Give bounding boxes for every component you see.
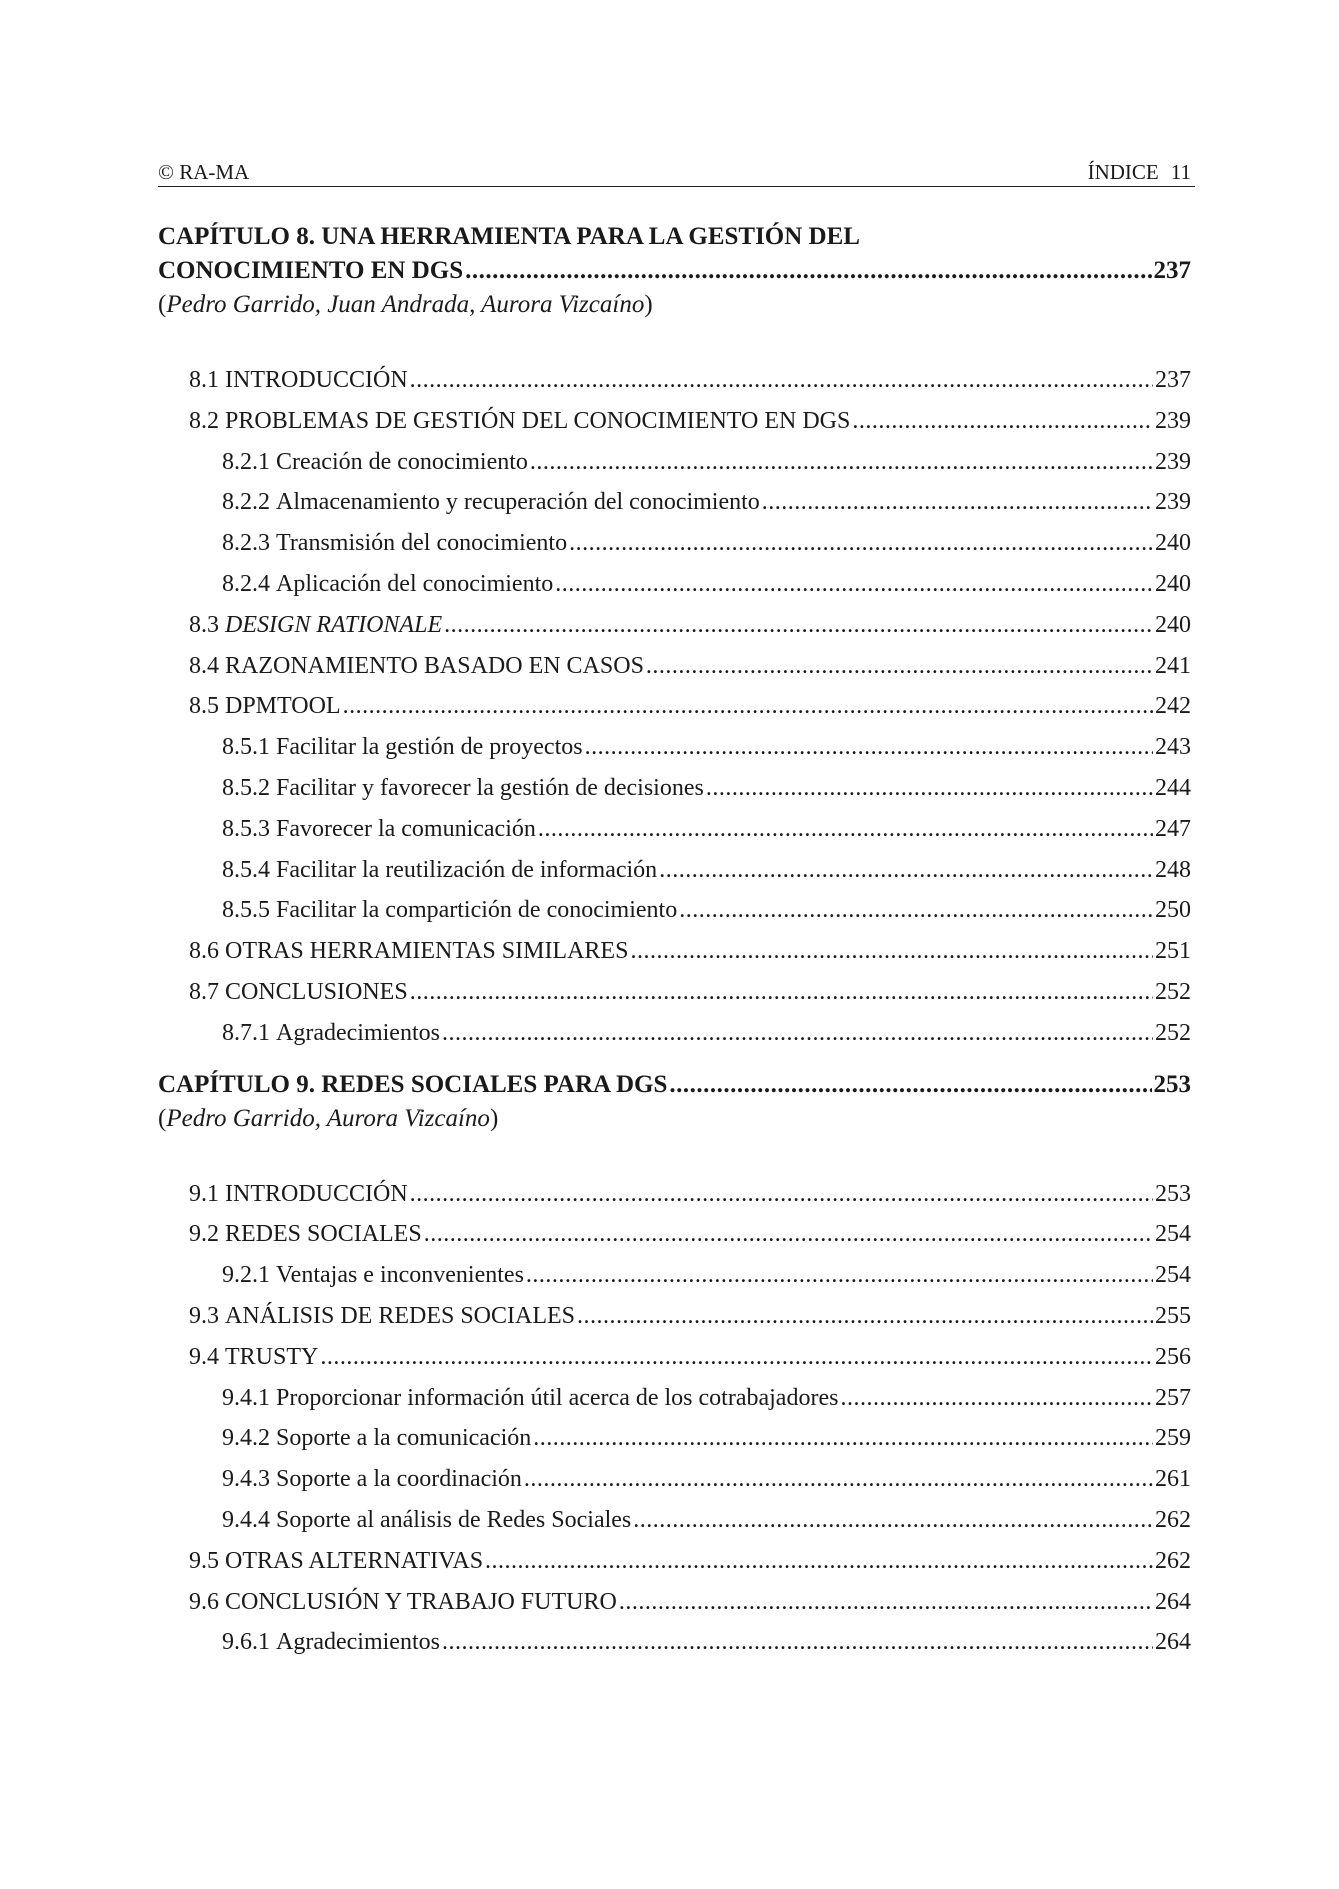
toc-section-entry[interactable] (158, 360, 1191, 401)
chapter-9-block (158, 1068, 1191, 1664)
entry-title: Favorecer la comunicación (276, 815, 536, 842)
entry-number: 9.1 (189, 1180, 219, 1207)
authors-open-paren: ( (158, 291, 167, 318)
entry-page: 253 (1155, 1180, 1191, 1207)
toc-subsection-entry[interactable] (158, 1255, 1191, 1296)
entry-number: 9.4.1 (222, 1384, 270, 1411)
entry-title: INTRODUCCIÓN (225, 1180, 408, 1207)
dot-leader (619, 1582, 1153, 1623)
dot-leader (343, 686, 1153, 727)
entry-title: DESIGN RATIONALE (225, 611, 443, 638)
entry-number: 8.4 (189, 652, 219, 679)
authors-open-paren: ( (158, 1104, 167, 1132)
chapter-entries (158, 360, 1191, 1054)
entry-page: 240 (1155, 530, 1191, 557)
entry-title: Facilitar la gestión de proyectos (276, 734, 583, 761)
entry-page: 239 (1155, 448, 1191, 475)
entry-title: Aplicación del conocimiento (276, 570, 554, 597)
toc-section-entry[interactable] (158, 1296, 1191, 1337)
entry-page: 255 (1155, 1302, 1191, 1329)
chapter-heading[interactable] (158, 220, 1191, 288)
dot-leader (524, 1459, 1153, 1500)
chapter-title-line1: CAPÍTULO 8. UNA HERRAMIENTA PARA LA GESTIÓN DEL (158, 223, 860, 250)
entry-number: 8.5.5 (222, 897, 270, 924)
entry-number: 9.6.1 (222, 1629, 270, 1656)
dot-leader (410, 1174, 1153, 1215)
toc-subsection-entry[interactable] (158, 890, 1191, 931)
toc-section-entry[interactable] (158, 972, 1191, 1013)
entry-page: 261 (1155, 1466, 1191, 1493)
entry-page: 240 (1155, 611, 1191, 638)
dot-leader (646, 646, 1153, 687)
dot-leader (442, 1013, 1153, 1054)
entry-page: 254 (1155, 1262, 1191, 1289)
dot-leader (630, 931, 1153, 972)
entry-number: 8.2.2 (222, 489, 270, 516)
dot-leader (679, 890, 1153, 931)
dot-leader (669, 1068, 1151, 1102)
entry-page: 264 (1155, 1629, 1191, 1656)
dot-leader (485, 1541, 1153, 1582)
entry-number: 9.4.3 (222, 1466, 270, 1493)
section-title: ÍNDICE (1087, 160, 1159, 184)
entry-page: 256 (1155, 1343, 1191, 1370)
entry-number: 9.2.1 (222, 1262, 270, 1289)
entry-page: 239 (1155, 489, 1191, 516)
entry-number: 8.3 (189, 611, 219, 638)
dot-leader (762, 482, 1153, 523)
toc-section-entry[interactable] (158, 1174, 1191, 1215)
authors-names: Pedro Garrido, Aurora Vizcaíno (166, 1104, 490, 1132)
entry-page: 240 (1155, 570, 1191, 597)
entry-number: 8.6 (189, 938, 219, 965)
entry-title: Soporte a la coordinación (276, 1466, 522, 1493)
entry-page: 243 (1155, 734, 1191, 761)
dot-leader (840, 1378, 1153, 1419)
entry-page: 241 (1155, 652, 1191, 679)
entry-page: 252 (1155, 978, 1191, 1005)
dot-leader (538, 809, 1153, 850)
toc-subsection-entry[interactable] (158, 809, 1191, 850)
toc-section-entry[interactable] (158, 1337, 1191, 1378)
chapter-page: 237 (1153, 257, 1191, 284)
dot-leader (555, 564, 1153, 605)
entry-page: 237 (1155, 367, 1191, 393)
toc-subsection-entry[interactable] (158, 1378, 1191, 1419)
toc-subsection-entry[interactable] (158, 564, 1191, 605)
entry-number: 8.2.1 (222, 448, 270, 475)
dot-leader (633, 1500, 1153, 1541)
entry-title: OTRAS HERRAMIENTAS SIMILARES (225, 938, 629, 965)
chapter-page: 253 (1153, 1070, 1191, 1098)
entry-number: 8.5.1 (222, 734, 270, 761)
chapter-title-row (158, 1068, 1191, 1102)
toc-subsection-entry[interactable] (158, 482, 1191, 523)
entry-number: 9.2 (189, 1221, 219, 1248)
entry-page: 257 (1155, 1384, 1191, 1411)
entry-title: ANÁLISIS DE REDES SOCIALES (225, 1302, 576, 1329)
chapter-authors (158, 288, 1191, 322)
dot-leader (410, 972, 1153, 1013)
toc-subsection-entry[interactable] (158, 1622, 1191, 1663)
entry-title: Agradecimientos (276, 1019, 440, 1046)
running-head (158, 158, 1195, 187)
chapter-heading[interactable] (158, 1068, 1191, 1102)
entry-title: Proporcionar información útil acerca de los cotrabajadores (276, 1384, 839, 1411)
toc-section-entry[interactable] (158, 1582, 1191, 1623)
entry-page: 262 (1155, 1506, 1191, 1533)
entry-page: 239 (1155, 407, 1191, 434)
entry-number: 8.5.2 (222, 774, 270, 801)
toc-subsection-entry[interactable] (158, 727, 1191, 768)
entry-number: 8.1 (189, 367, 219, 393)
entry-number: 8.2 (189, 407, 219, 434)
toc-section-entry[interactable] (158, 605, 1191, 646)
toc-subsection-entry[interactable] (158, 523, 1191, 564)
entry-title: Facilitar la compartición de conocimiento (276, 897, 678, 924)
entry-title: REDES SOCIALES (225, 1221, 422, 1248)
toc-section-entry[interactable] (158, 931, 1191, 972)
entry-title: TRUSTY (225, 1343, 319, 1370)
entry-title: CONCLUSIONES (225, 978, 408, 1005)
entry-title: Facilitar la reutilización de información (276, 856, 658, 883)
entry-number: 9.4.2 (222, 1425, 270, 1452)
entry-page: 264 (1155, 1588, 1191, 1615)
entry-page: 250 (1155, 897, 1191, 924)
entry-title: Creación de conocimiento (276, 448, 528, 475)
section-and-page (1088, 160, 1191, 185)
entry-title: CONCLUSIÓN Y TRABAJO FUTURO (225, 1588, 617, 1615)
dot-leader (533, 1418, 1153, 1459)
dot-leader (852, 401, 1153, 442)
toc-subsection-entry[interactable] (158, 1013, 1191, 1054)
entry-number: 9.4 (189, 1343, 219, 1370)
entry-title: RAZONAMIENTO BASADO EN CASOS (225, 652, 644, 679)
dot-leader (424, 1214, 1153, 1255)
dot-leader (585, 727, 1153, 768)
toc-subsection-entry[interactable] (158, 768, 1191, 809)
entry-title: Agradecimientos (276, 1629, 440, 1656)
entry-page: 254 (1155, 1221, 1191, 1248)
entry-title: OTRAS ALTERNATIVAS (225, 1547, 484, 1574)
entry-number: 9.4.4 (222, 1506, 270, 1533)
entry-number: 9.3 (189, 1302, 219, 1329)
entry-number: 8.5 (189, 693, 219, 720)
toc-subsection-entry[interactable] (158, 850, 1191, 891)
authors-close-paren: ) (489, 1104, 499, 1132)
toc-subsection-entry[interactable] (158, 442, 1191, 483)
dot-leader (569, 523, 1153, 564)
dot-leader (442, 1622, 1153, 1663)
entry-title: Ventajas e inconvenientes (276, 1262, 524, 1289)
toc-section-entry[interactable] (158, 1541, 1191, 1582)
entry-title: PROBLEMAS DE GESTIÓN DEL CONOCIMIENTO EN DGS (225, 407, 851, 434)
toc-section-entry[interactable] (158, 1214, 1191, 1255)
entry-page: 242 (1155, 693, 1191, 720)
chapter-entries (158, 1174, 1191, 1664)
chapter-title-line1: CAPÍTULO 9. REDES SOCIALES PARA DGS (158, 1070, 668, 1098)
chapter-authors (158, 1102, 1191, 1136)
entry-page: 252 (1155, 1019, 1191, 1046)
entry-title: Almacenamiento y recuperación del conocimiento (276, 489, 760, 516)
page-number: 11 (1170, 160, 1191, 184)
entry-page: 244 (1155, 774, 1191, 801)
entry-number: 8.2.3 (222, 530, 270, 557)
toc-subsection-entry[interactable] (158, 1500, 1191, 1541)
entry-page: 248 (1155, 856, 1191, 883)
entry-page: 251 (1155, 938, 1191, 965)
publisher-mark: © RA-MA (158, 160, 250, 184)
entry-title: INTRODUCCIÓN (225, 367, 408, 393)
dot-leader (706, 768, 1153, 809)
toc-section-entry[interactable] (158, 401, 1191, 442)
chapter-8-block (158, 220, 1191, 1054)
authors-names: Pedro Garrido, Juan Andrada, Aurora Vizcaíno (166, 291, 645, 318)
entry-page: 247 (1155, 815, 1191, 842)
entry-number: 8.5.3 (222, 815, 270, 842)
dot-leader (577, 1296, 1153, 1337)
chapter-title-line2: CONOCIMIENTO EN DGS (158, 257, 464, 284)
entry-number: 8.7.1 (222, 1019, 270, 1046)
entry-title: Facilitar y favorecer la gestión de decisiones (276, 774, 704, 801)
toc-section-entry[interactable] (158, 646, 1191, 687)
entry-number: 9.5 (189, 1547, 219, 1574)
entry-number: 8.7 (189, 978, 219, 1005)
toc-subsection-entry[interactable] (158, 1418, 1191, 1459)
entry-title: Transmisión del conocimiento (276, 530, 568, 557)
entry-page: 262 (1155, 1547, 1191, 1574)
dot-leader (444, 605, 1153, 646)
entry-number: 9.6 (189, 1588, 219, 1615)
dot-leader (320, 1337, 1153, 1378)
dot-leader (530, 442, 1153, 483)
entry-title: Soporte al análisis de Redes Sociales (276, 1506, 632, 1533)
table-of-contents (158, 220, 1191, 1677)
chapter-title-line2-row (158, 254, 1191, 288)
toc-subsection-entry[interactable] (158, 1459, 1191, 1500)
entry-number: 8.2.4 (222, 570, 270, 597)
entry-page: 259 (1155, 1425, 1191, 1452)
dot-leader (659, 850, 1153, 891)
dot-leader (410, 360, 1153, 401)
dot-leader (465, 254, 1151, 288)
entry-number: 8.5.4 (222, 856, 270, 883)
dot-leader (526, 1255, 1153, 1296)
entry-title: DPMTOOL (225, 693, 341, 720)
entry-title: Soporte a la comunicación (276, 1425, 532, 1452)
toc-section-entry[interactable] (158, 686, 1191, 727)
authors-close-paren: ) (644, 291, 653, 318)
